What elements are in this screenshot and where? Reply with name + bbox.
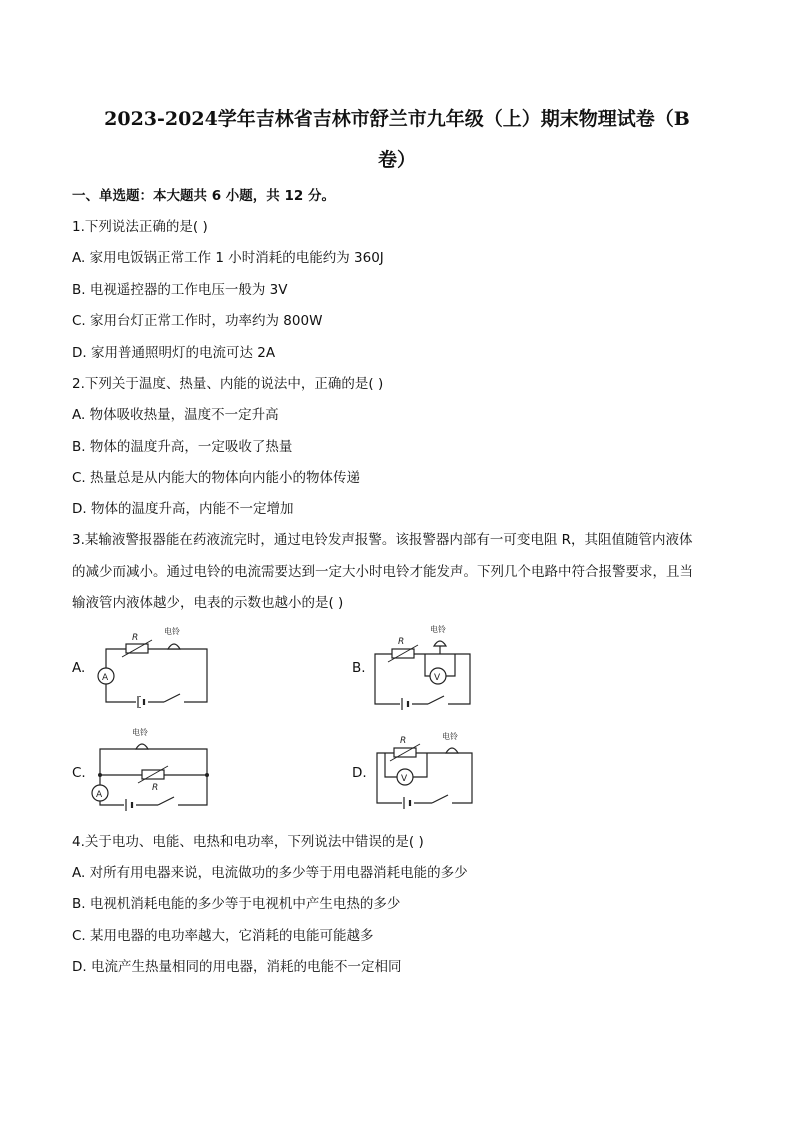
q1-stem: 1.下列说法正确的是( )	[72, 219, 208, 235]
q3-option-b-label: B.	[352, 660, 366, 676]
ammeter-label-c: A	[96, 790, 103, 800]
q2-stem: 2.下列关于温度、热量、内能的说法中，正确的是( )	[72, 376, 384, 392]
q1-option-a: A. 家用电饭锅正常工作 1 小时消耗的电能约为 360J	[72, 250, 384, 266]
q1-option-c: C. 家用台灯正常工作时，功率约为 800W	[72, 313, 323, 329]
r-label-b: R	[398, 637, 405, 647]
r-label-a: R	[132, 633, 139, 643]
exam-title-line1: 2023-2024学年吉林省吉林市舒兰市九年级（上）期末物理试卷（B	[104, 108, 690, 130]
bell-label-d: 电铃	[442, 732, 458, 741]
q4-option-d: D. 电流产生热量相同的用电器，消耗的电能不一定相同	[72, 959, 402, 975]
q4-stem: 4.关于电功、电能、电热和电功率，下列说法中错误的是( )	[72, 834, 424, 850]
q4-option-c: C. 某用电器的电功率越大，它消耗的电能可能越多	[72, 928, 374, 944]
exam-title-line2: 卷）	[377, 149, 416, 171]
q2-option-c: C. 热量总是从内能大的物体向内能小的物体传递	[72, 470, 361, 486]
bell-label-c: 电铃	[132, 728, 148, 737]
circuit-c-diagram	[92, 727, 212, 811]
voltmeter-label-b: V	[434, 673, 441, 683]
bell-icon-d	[446, 748, 458, 753]
q3-option-a-label: A.	[72, 660, 86, 676]
bell-label-a: 电铃	[164, 627, 180, 636]
q4-option-a: A. 对所有用电器来说，电流做功的多少等于用电器消耗电能的多少	[72, 865, 468, 881]
r-label-d: R	[400, 736, 407, 746]
voltmeter-label-d: V	[401, 774, 408, 784]
circuit-d-diagram	[372, 727, 492, 811]
q2-option-a: A. 物体吸收热量，温度不一定升高	[72, 407, 279, 423]
q3-stem-line3: 输液管内液体越少，电表的示数也越小的是( )	[72, 595, 344, 611]
q3-stem-line1: 3.某输液警报器能在药液流完时，通过电铃发声报警。该报警器内部有一可变电阻 R，其阻值随管内液体	[72, 532, 693, 548]
bell-icon-c	[136, 744, 148, 749]
r-label-c: R	[152, 783, 159, 793]
q2-option-d: D. 物体的温度升高，内能不一定增加	[72, 501, 294, 517]
circuit-a-diagram	[92, 624, 212, 706]
circuit-b-diagram	[370, 624, 490, 708]
bell-label-b: 电铃	[430, 625, 446, 634]
q3-stem-line2: 的减少而减小。通过电铃的电流需要达到一定大小时电铃才能发声。下列几个电路中符合报警要求，且当	[72, 564, 693, 580]
section-heading: 一、单选题：本大题共 6 小题，共 12 分。	[72, 188, 335, 204]
ammeter-label-a: A	[102, 673, 109, 683]
q3-option-c-label: C.	[72, 765, 86, 781]
q1-option-d: D. 家用普通照明灯的电流可达 2A	[72, 345, 276, 361]
q3-option-d-label: D.	[352, 765, 367, 781]
bell-icon-b	[434, 641, 446, 646]
q4-option-b: B. 电视机消耗电能的多少等于电视机中产生电热的多少	[72, 896, 401, 912]
q2-option-b: B. 物体的温度升高，一定吸收了热量	[72, 439, 293, 455]
bell-icon-a	[168, 644, 180, 649]
q1-option-b: B. 电视遥控器的工作电压一般为 3V	[72, 282, 288, 298]
